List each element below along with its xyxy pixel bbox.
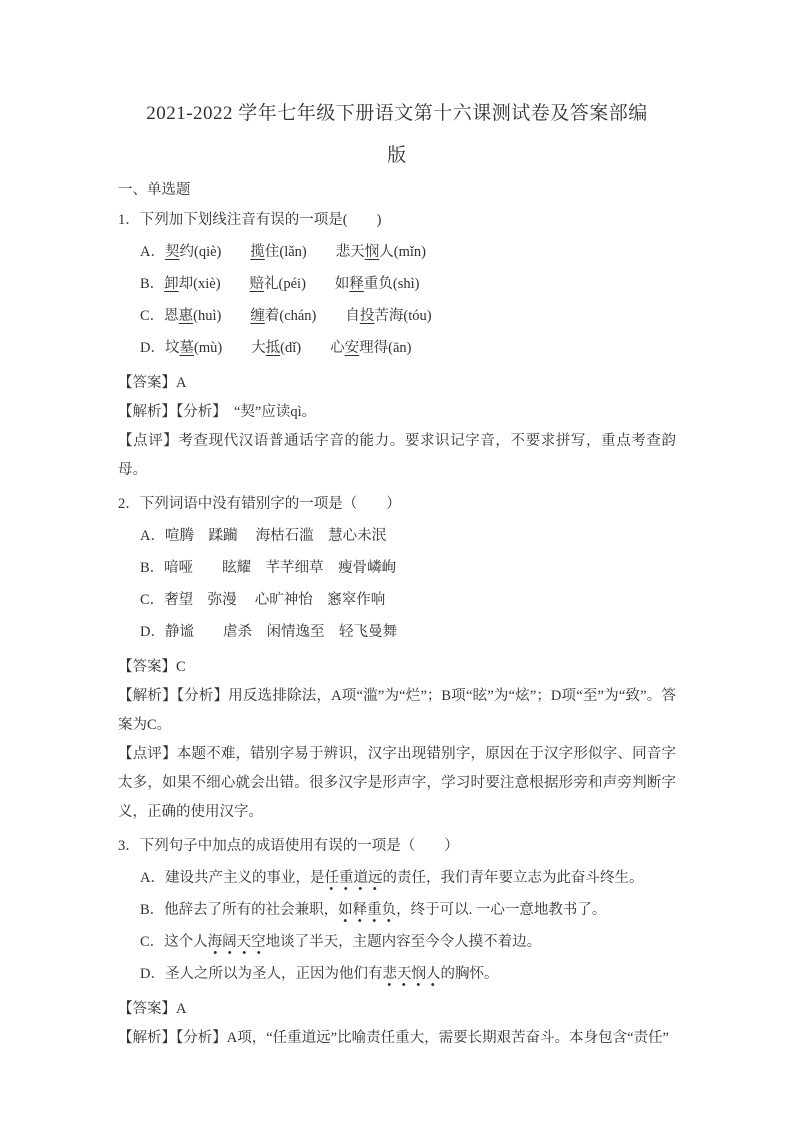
option-row <box>118 589 676 611</box>
option-text: 苦海(tóu) <box>374 308 432 324</box>
option-text: A．建设共产主义的事业，是 <box>140 870 325 886</box>
underlined-character: 卸 <box>164 276 179 292</box>
question-2-answer: 【答案】C <box>118 659 186 675</box>
underlined-character: 投 <box>359 308 375 324</box>
option-text: D．静谧 虐杀 闲情逸至 轻飞曼舞 <box>140 624 397 640</box>
option-text: B．喑哑 眩耀 芊芊细草 瘦骨嶙峋 <box>140 560 397 576</box>
underlined-character: 安 <box>344 340 360 356</box>
question-1-options <box>118 241 676 359</box>
option-text: C．这个人 <box>140 934 208 950</box>
question-2-comment: 【点评】本题不难，错别字易于辨识，汉字出现错别字，原因在于汉字形似字、同音字太多，如果不细心就会出错。很多汉字是形声字，学习时要注意根据形旁和声旁判断字义，正确的使用汉字。 <box>118 746 676 820</box>
question-1-answer: 【答案】A <box>118 375 187 391</box>
document-title <box>118 93 676 177</box>
option-text: 大 <box>251 340 266 356</box>
option-text: B． <box>140 276 165 292</box>
underlined-character: 释 <box>349 276 364 292</box>
question-3 <box>118 836 676 1053</box>
option-text: 自 <box>345 308 360 324</box>
option-text: 住(lǎn) <box>264 244 336 260</box>
option-row <box>118 305 676 327</box>
option-row <box>118 337 676 359</box>
question-2-stem: 2．下列词语中没有错别字的一项是（ ） <box>118 496 401 512</box>
question-1-stem: 1．下列加下划线注音有误的一项是( ) <box>118 212 382 228</box>
option-text: ，终于可以. 一心一意地教书了。 <box>396 902 607 918</box>
option-text: 却(xiè) <box>178 276 250 292</box>
option-row <box>118 867 676 889</box>
question-3-analysis: 【解析】【分析】A项，“任重道远”比喻责任重大，需要长期艰苦奋斗。本身包含“责任” <box>118 1030 669 1046</box>
question-3-options <box>118 867 676 985</box>
option-row <box>118 899 676 921</box>
option-text: 如 <box>334 276 350 292</box>
option-text: 重负(shì) <box>363 276 420 292</box>
option-text: C．恩 <box>140 308 179 324</box>
option-text: 心 <box>330 340 345 356</box>
option-row <box>118 557 676 579</box>
option-text: 的责任，我们青年要立志为此奋斗终生。 <box>382 870 644 886</box>
option-row <box>118 241 676 263</box>
option-row <box>118 273 676 295</box>
option-row <box>118 621 676 643</box>
option-text: 悲天 <box>335 244 365 260</box>
underlined-character: 赔 <box>249 276 265 292</box>
option-text: 着(chán) <box>264 308 346 324</box>
option-text: D．圣人之所以为圣人，正因为他们有 <box>140 966 383 982</box>
option-text: B．他辞去了所有的社会兼职， <box>140 902 339 918</box>
underlined-character: 墓 <box>179 340 194 356</box>
question-3-stem: 3．下列句子中加点的成语使用有误的一项是（ ） <box>118 838 459 854</box>
question-2 <box>118 494 676 827</box>
underlined-character: 缠 <box>250 308 265 324</box>
question-3-answer: 【答案】A <box>118 1001 187 1017</box>
emphasis-dotted-idiom: 如释重负 <box>338 902 396 923</box>
option-text: C．奢望 弥漫 心旷神怡 窸窣作响 <box>140 592 386 608</box>
question-2-analysis: 【解析】【分析】用反选排除法，A项“滥”为“烂”；B项“眩”为“炫”；D项“至”为“致”。答案为C。 <box>118 688 676 733</box>
emphasis-dotted-idiom: 任重道远 <box>324 870 382 891</box>
emphasis-dotted-idiom: 悲天悯人 <box>382 966 440 987</box>
option-text: 礼(péi) <box>264 276 335 292</box>
option-row <box>118 963 676 985</box>
underlined-character: 惠 <box>178 308 194 324</box>
option-text: A． <box>140 244 165 260</box>
question-1-comment: 【点评】考查现代汉语普通话字音的能力。要求识记字音，不要求拼写，重点考查韵母。 <box>118 433 676 478</box>
underlined-character: 契 <box>164 244 180 260</box>
option-row <box>118 931 676 953</box>
emphasis-dotted-idiom: 海阔天空 <box>208 934 266 955</box>
underlined-character: 抵 <box>265 340 281 356</box>
underlined-character: 悯 <box>364 244 380 260</box>
option-text: (dǐ) <box>280 340 331 356</box>
option-text: 地谈了半天，主题内容至今令人摸不着边。 <box>265 934 542 950</box>
option-text: 约(qiè) <box>179 244 251 260</box>
section-heading: 一、单选题 <box>118 182 191 198</box>
question-1 <box>118 210 676 485</box>
option-text: 人(mǐn) <box>379 244 426 260</box>
option-text: A．喧腾 蹂躏 海枯石滥 慧心未泯 <box>140 528 387 544</box>
title-line-2: 版 <box>387 145 407 166</box>
option-text: (mù) <box>193 340 252 356</box>
option-text: (huì) <box>193 308 251 324</box>
option-text: 的胸怀。 <box>440 966 499 982</box>
title-line-1: 2021-2022 学年七年级下册语文第十六课测试卷及答案部编 <box>146 103 648 124</box>
option-text: 理得(ān) <box>359 340 412 356</box>
option-text: D．坟 <box>140 340 180 356</box>
underlined-character: 揽 <box>250 244 265 260</box>
option-row <box>118 525 676 547</box>
question-2-options <box>118 525 676 643</box>
question-1-analysis: 【解析】【分析】 “契”应读qì。 <box>118 404 317 420</box>
